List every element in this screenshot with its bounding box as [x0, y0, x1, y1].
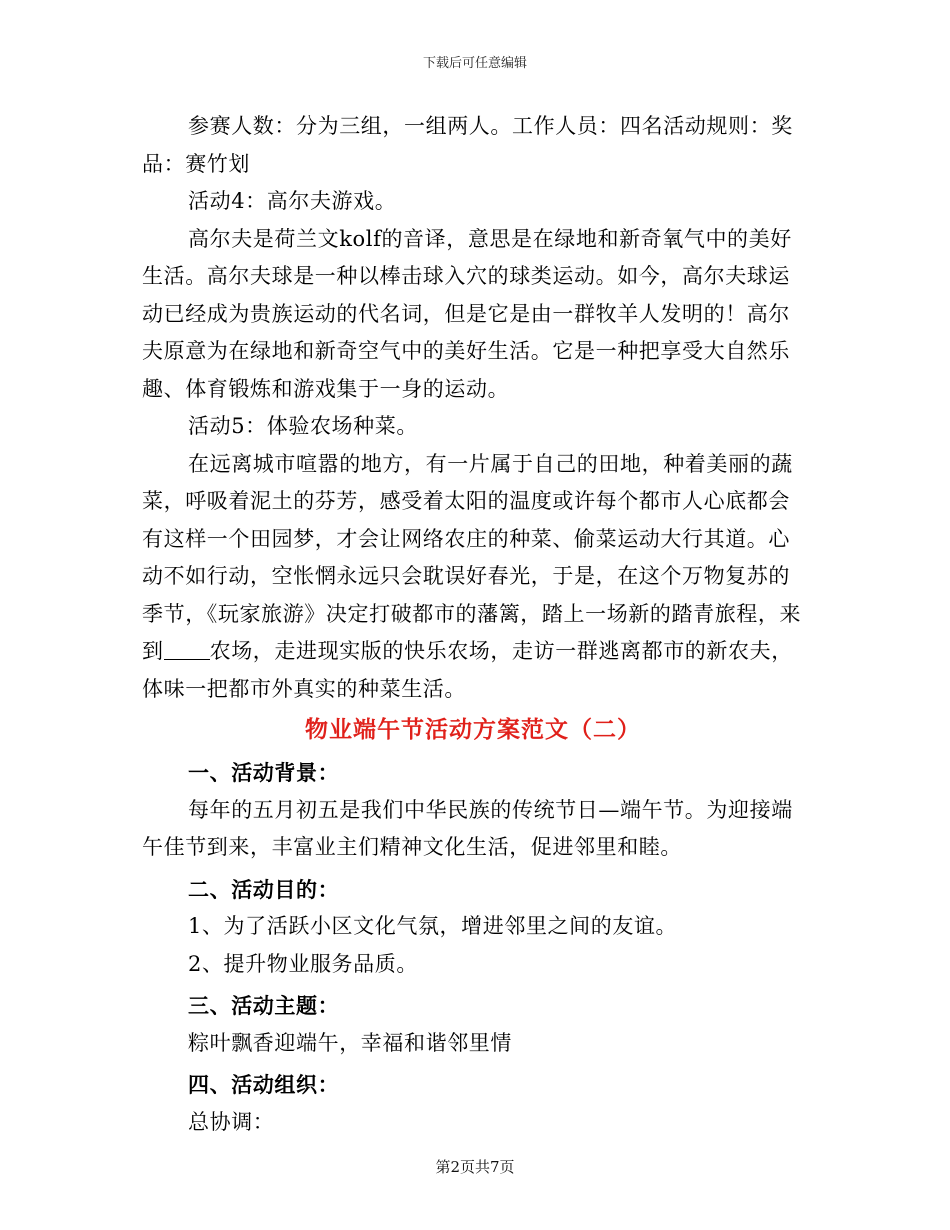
fill-in-blank [164, 639, 210, 660]
activity-5-heading: 活动5：体验农场种菜。 [188, 414, 418, 438]
purpose-item-2: 2、提升物业服务品质。 [188, 951, 418, 976]
page-header: 下载后可任意编辑 [422, 56, 527, 71]
paragraph-golf: 高尔夫是荷兰文kolf的音译，意思是在绿地和新奇氧气中的美好生活。高尔夫球是一种以棒击球入穴的球类运动。如今，高尔夫球运动已经成为贵族运动的代名词，但是它是由一群牧羊人发明的！高尔夫原意为在绿地和新奇空气中的美好生活。它是一种把享受大自然乐趣、体育锻炼和游戏集于一身的运动。 [142, 226, 792, 401]
heading-purpose: 二、活动目的： [188, 876, 340, 902]
paragraph-background: 每年的五月初五是我们中华民族的传统节日—端午节。为迎接端午佳节到来，丰富业主们精神文化生活，促进邻里和睦。 [142, 797, 793, 859]
activity-4-heading: 活动4：高尔夫游戏。 [188, 189, 397, 213]
coordinator-label: 总协调： [188, 1109, 275, 1134]
paragraph-farm-part2: 农场，走进现实版的快乐农场，走访一群逃离都市的新农夫，体味一把都市外真实的种菜生活。 [142, 639, 793, 701]
paragraph-farm-part1: 在远离城市喧嚣的地方，有一片属于自己的田地，种着美丽的蔬菜，呼吸着泥土的芬芳，感受着太阳的温度或许每个都市人心底都会有这样一个田园梦，才会让网络农庄的种菜、偷菜运动大行其道。心动不如行动，空怅惘永远只会耽误好春光，于是，在这个万物复苏的季节，《玩家旅游》决定打破都市的藩篱，踏上一场新的踏青旅程，来到 [142, 451, 802, 663]
heading-background: 一、活动背景： [188, 760, 340, 785]
purpose-item-1: 1、为了活跃小区文化气氛，增进邻里之间的友谊。 [188, 914, 678, 938]
paragraph-participants: 参赛人数：分为三组，一组两人。工作人员：四名活动规则：奖品：赛竹划 [142, 114, 793, 176]
document-body [142, 108, 804, 1141]
paragraph-farm [142, 446, 804, 709]
theme-text: 粽叶飘香迎端午，幸福和谐邻里情 [188, 1030, 512, 1055]
section-title: 物业端午节活动方案范文（二） [305, 716, 641, 743]
page-footer: 第2页共7页 [435, 1158, 515, 1176]
heading-theme: 三、活动主题： [188, 993, 340, 1018]
heading-organization: 四、活动组织： [188, 1072, 340, 1097]
